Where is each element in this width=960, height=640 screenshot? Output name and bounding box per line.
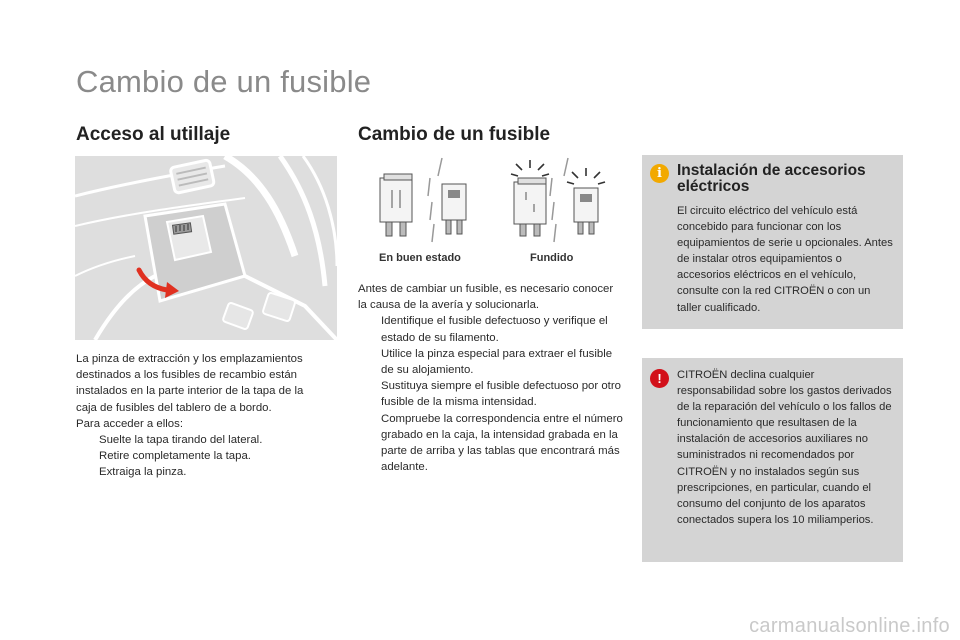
watermark: carmanualsonline.info (749, 615, 950, 637)
list-item: Retire completamente la tapa. (99, 450, 251, 463)
info-box-title: Instalación de accesorios eléctricos (677, 162, 866, 195)
warning-box-text: CITROËN declina cualquier responsabilidad sobre los gastos derivados de la reparación del vehículo o los fallos de funcionamiento que resultasen de la instalación de accesorios auxiliares no suministrados ni recomendados por CITROËN y no instalados según sus prescripciones, en particular, cuando el consumo del conjunto de los aparatos conectados supera los 10 miliamperios. (677, 369, 892, 526)
tool-access-intro: La pinza de extracción y los emplazamientos destinados a los fusibles de recambio están instalados en la parte interior de la tapa de la caja de fusibles del tablero de a bordo. (76, 353, 304, 414)
tool-access-text (76, 351, 326, 481)
list-item: Suelte la tapa tirando del lateral. (99, 434, 263, 447)
fuse-blown-icon (506, 156, 606, 246)
list-item: Identifique el fusible defectuoso y verifique el estado de su filamento. (381, 315, 608, 344)
fuse-blown-caption: Fundido (530, 252, 574, 264)
dashboard-fusebox-illustration (75, 156, 337, 340)
tool-access-steps (76, 432, 326, 481)
fuse-good-caption: En buen estado (379, 252, 461, 264)
fuse-good-icon (372, 156, 472, 246)
fuse-blown-illustration (506, 156, 606, 251)
fuse-change-text (358, 281, 624, 475)
info-box (642, 155, 903, 329)
fuse-change-steps (358, 313, 624, 475)
section-title-fuse-change: Cambio de un fusible (358, 124, 551, 145)
info-box-text: El circuito eléctrico del vehículo está concebido para funcionar con los equipamientos de serie u opcionales. Antes de instalar otros equipamientos o accesorios eléctricos en el vehículo, consulte con la red CITROËN o con un taller cualificado. (677, 205, 893, 314)
warning-box (642, 358, 903, 562)
tool-access-label: Para acceder a ellos: (76, 417, 184, 430)
dashboard-fusebox-drawing (75, 156, 337, 340)
page-title: Cambio de un fusible (76, 64, 372, 99)
fuse-change-intro: Antes de cambiar un fusible, es necesario conocer la causa de la avería y solucionarla. (358, 283, 614, 312)
info-icon: i (650, 164, 669, 183)
list-item: Utilice la pinza especial para extraer el fusible de su alojamiento. (381, 347, 613, 377)
section-title-tool-access: Acceso al utillaje (76, 124, 231, 145)
fuse-good-illustration (372, 156, 472, 251)
list-item: Compruebe la correspondencia entre el número grabado en la caja, la intensidad grabada en la parte de arriba y las tablas que encontrará más adelante. (381, 412, 623, 474)
list-item: Extraiga la pinza. (99, 466, 187, 479)
warning-icon: ! (650, 369, 669, 388)
list-item: Sustituya siempre el fusible defectuoso por otro fusible de la misma intensidad. (381, 380, 621, 409)
